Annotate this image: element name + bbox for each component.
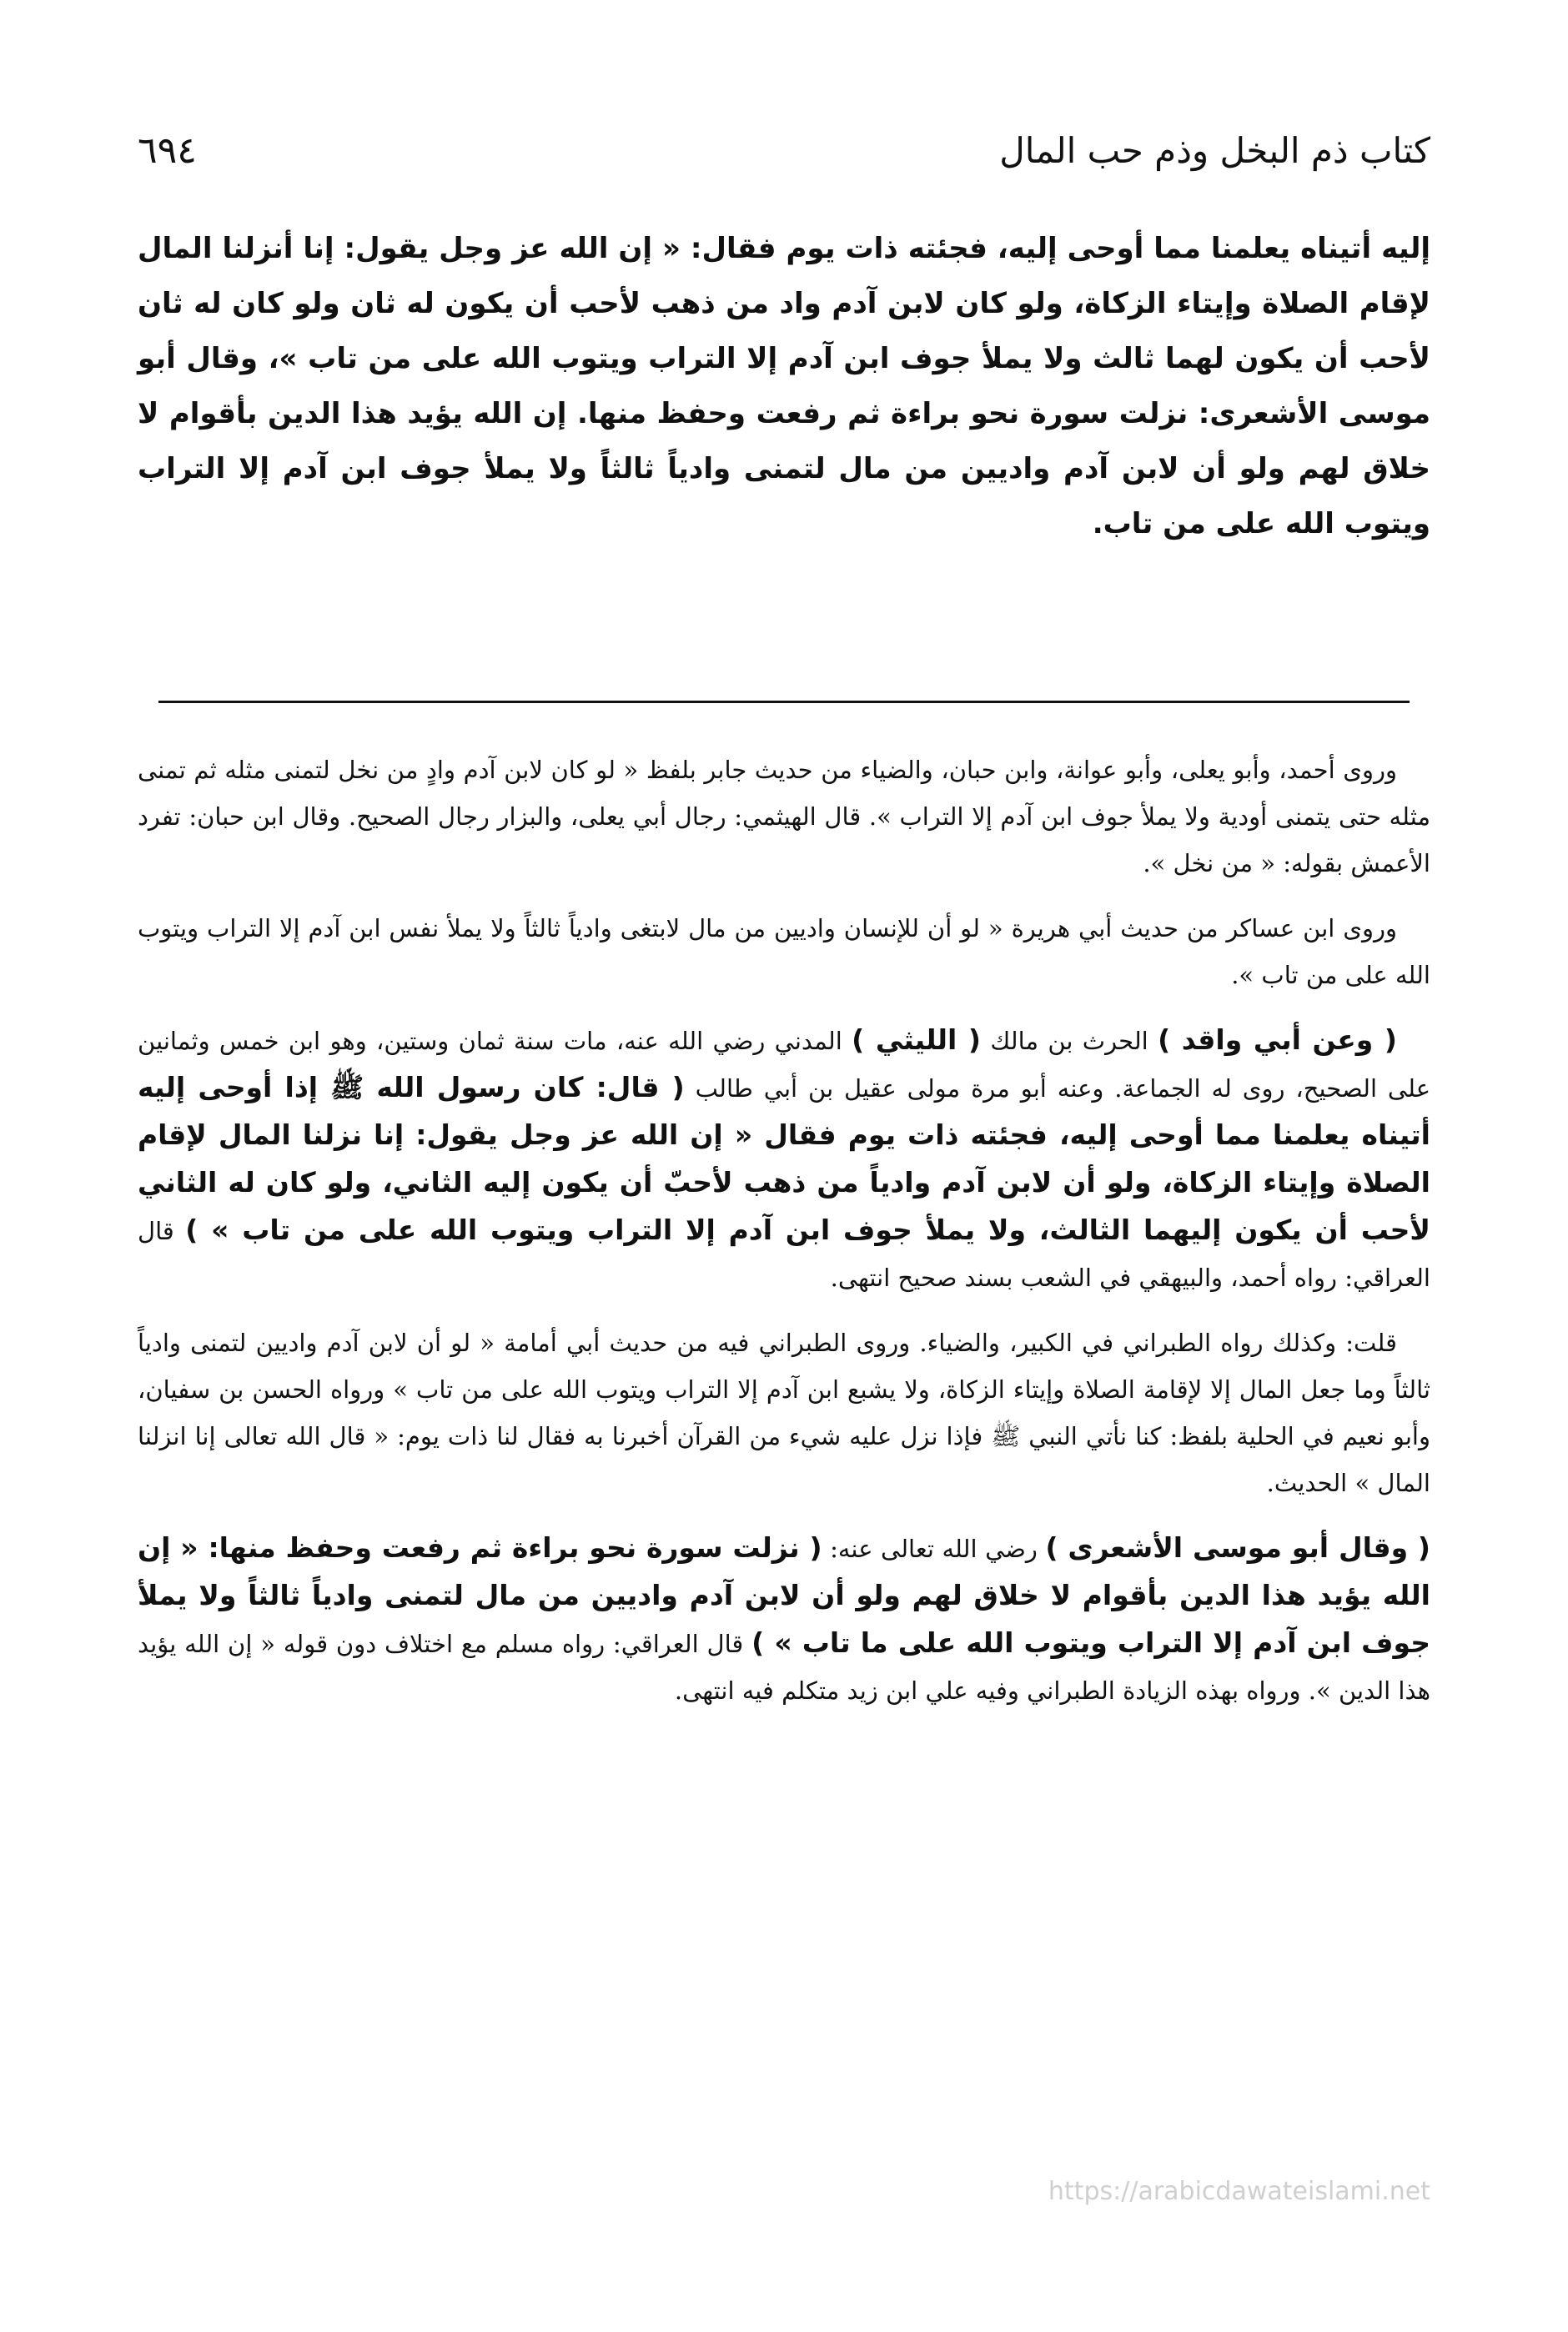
commentary-paragraph-1: وروى أحمد، وأبو يعلى، وأبو عوانة، وابن حبان، والضياء من حديث جابر بلفظ « لو كان لابن آدم وادٍ من نخل لتمنى مثله ثم تمنى مثله حتى يتمنى أودية ولا يملأ جوف ابن آدم إلا التراب ». قال الهيثمي: رجال أبي يعلى، والبزار رجال الصحيح. وقال ابن حبان: تفرد الأعمش بقوله: « من نخل ».: [138, 756, 1430, 877]
running-title: كتاب ذم البخل وذم حب المال: [999, 129, 1430, 171]
hadith-takhrij: قال العراقي: رواه أحمد، والبيهقي في الشعب بسند صحيح انتهى.: [138, 1217, 1430, 1292]
commentary-block: [138, 746, 1430, 1732]
hadith-quote: ( قال: كان رسول الله ﷺ إذا أوحى إليه أتيناه يعلمنا مما أوحى إليه، فجئته ذات يوم فقال « إن الله عز وجل يقول: إنا نزلنا المال لإقام الصلاة وإيتاء الزكاة، ولو أن لابن آدم وادياً من ذهب لأحبّ أن يكون إليه الثاني، ولو كان له الثاني لأحب أن يكون إليهما الثالث، ولا يملأ جوف ابن آدم إلا التراب ويتوب الله على من تاب » ): [138, 1071, 1430, 1246]
hadith-takhrij: قال العراقي: رواه مسلم مع اختلاف دون قوله « إن الله يؤيد هذا الدين ». ورواه بهذه الزيادة الطبراني وفيه علي ابن زيد متكلم فيه انتهى.: [138, 1630, 1430, 1705]
hadith-quote: ( نزلت سورة نحو براءة ثم رفعت وحفظ منها: « إن الله يؤيد هذا الدين بأقوام لا خلاق لهم ولو أن لابن آدم واديين من مال لتمنى وادياً ثالثاً ولا يملأ جوف ابن آدم إلا التراب ويتوب الله على ما تاب » ): [138, 1531, 1430, 1659]
main-paragraph: إليه أتيناه يعلمنا مما أوحى إليه، فجئته ذات يوم فقال: « إن الله عز وجل يقول: إنا أنزلنا المال لإقام الصلاة وإيتاء الزكاة، ولو كان لابن آدم واد من ذهب لأحب أن يكون له ثان ولو كان له ثان لأحب أن يكون لهما ثالث ولا يملأ جوف ابن آدم إلا التراب ويتوب الله على من تاب »، وقال أبو موسى الأشعرى: نزلت سورة نحو براءة ثم رفعت وحفظ منها. إن الله يؤيد هذا الدين بأقوام لا خلاق لهم ولو أن لابن آدم واديين من مال لتمنى وادياً ثالثاً ولا يملأ جوف ابن آدم إلا التراب ويتوب الله على من تاب.: [138, 232, 1430, 540]
footnote-divider: [158, 701, 1410, 703]
watermark-url: https://arabicdawateislami.net: [1048, 2177, 1430, 2206]
narrator-nisba: ( الليثي ): [852, 1023, 982, 1056]
narrator-name: الحرث بن مالك: [981, 1027, 1158, 1055]
commentary-paragraph-5: [138, 1525, 1430, 1714]
commentary-paragraph-2: وروى ابن عساكر من حديث أبي هريرة « لو أن للإنسان واديين من مال لابتغى وادياً ثالثاً ولا يملأ نفس ابن آدم إلا التراب ويتوب الله على من تاب ».: [138, 914, 1430, 989]
narrator-bio: المدني رضي الله عنه، مات سنة ثمان وستين، وهو ابن خمس وثمانين على الصحيح، روى له الجماعة. وعنه أبو مرة مولى عقيل بن أبي طالب: [138, 1027, 1430, 1103]
page-number: ٦٩٤: [138, 128, 197, 172]
narrator-heading: ( وقال أبو موسى الأشعرى ): [1045, 1531, 1431, 1564]
narrator-heading: ( وعن أبي واقد ): [1158, 1023, 1397, 1056]
page-header: [138, 113, 1430, 188]
commentary-paragraph-3: [138, 1017, 1430, 1301]
commentary-paragraph-4: قلت: وكذلك رواه الطبراني في الكبير، والضياء. وروى الطبراني فيه من حديث أبي أمامة « لو أن لابن آدم واديين لتمنى وادياً ثالثاً وما جعل المال إلا لإقامة الصلاة وإيتاء الزكاة، ولا يشبع ابن آدم إلا التراب ويتوب الله على من تاب » ورواه الحسن بن سفيان، وأبو نعيم في الحلية بلفظ: كنا نأتي النبي ﷺ فإذا نزل عليه شيء من القرآن أخبرنا به فقال لنا ذات يوم: « قال الله تعالى إنا انزلنا المال » الحديث.: [138, 1329, 1431, 1497]
narrator-blessing: رضي الله تعالى عنه:: [822, 1535, 1046, 1563]
main-text-block: [138, 221, 1430, 551]
